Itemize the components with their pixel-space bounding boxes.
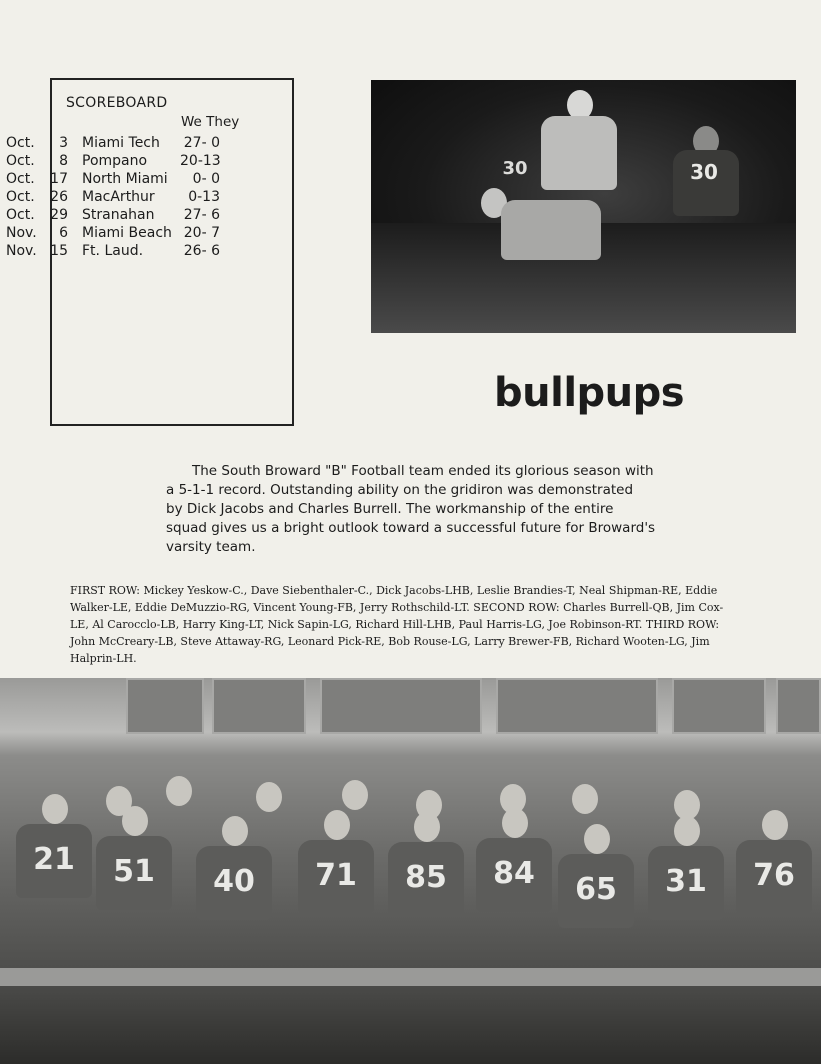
- bleacher-bench: [0, 968, 821, 986]
- page-heading: bullpups: [494, 370, 685, 416]
- score-opponent: Pompano: [82, 153, 148, 169]
- score-opponent: MacArthur: [82, 189, 155, 205]
- caption-line: FIRST ROW: Mickey Yeskow-C., Dave Siebenthaler-C., Dick Jacobs-LHB, Leslie Brandies-T, Neal Shipman-RE, Eddie: [70, 584, 718, 597]
- score-day: 15: [50, 243, 68, 259]
- player-head: [414, 812, 440, 842]
- score-result: 20- 7: [183, 225, 220, 241]
- score-result: 27- 6: [183, 207, 220, 223]
- score-result: 20-13: [180, 153, 221, 169]
- score-day: 8: [59, 153, 68, 169]
- building-window: [496, 678, 658, 734]
- score-day: 17: [50, 171, 68, 187]
- jersey-number: 84: [493, 856, 535, 891]
- score-row: [6, 243, 242, 261]
- player-head: [122, 806, 148, 836]
- player-head: [342, 780, 368, 810]
- score-day: 3: [59, 135, 68, 151]
- caption-line: Halprin-LH.: [70, 652, 137, 665]
- player-head: [256, 782, 282, 812]
- score-day: 26: [50, 189, 68, 205]
- score-month: Oct.: [6, 189, 35, 205]
- score-row: [6, 171, 242, 189]
- scoreboard-title: SCOREBOARD: [66, 95, 168, 111]
- score-result: 0- 0: [192, 171, 220, 187]
- jersey-number: 31: [665, 864, 707, 899]
- score-opponent: Ft. Laud.: [82, 243, 144, 259]
- player-head: [42, 794, 68, 824]
- body-paragraph: [166, 462, 686, 557]
- body-line: by Dick Jacobs and Charles Burrell. The workmanship of the entire: [166, 501, 614, 517]
- jersey-number: 30: [502, 158, 528, 179]
- caption-line: Walker-LE, Eddie DeMuzzio-RG, Vincent Young-FB, Jerry Rothschild-LT. SECOND ROW: Charles Burrell-QB, Jim Cox-: [70, 601, 724, 614]
- player-head: [222, 816, 248, 846]
- score-month: Nov.: [6, 225, 37, 241]
- jersey-number: 76: [753, 858, 795, 893]
- score-result: 27- 0: [183, 135, 220, 151]
- building-window: [212, 678, 306, 734]
- score-month: Oct.: [6, 153, 35, 169]
- player-head: [166, 776, 192, 806]
- score-opponent: Miami Beach: [82, 225, 172, 241]
- score-row: [6, 135, 242, 153]
- score-opponent: North Miami: [82, 171, 168, 187]
- player-head: [502, 808, 528, 838]
- score-day: 6: [59, 225, 68, 241]
- player-head: [762, 810, 788, 840]
- roster-caption: [70, 582, 770, 667]
- jersey-number: 51: [113, 854, 155, 889]
- caption-line: John McCreary-LB, Steve Attaway-RG, Leonard Pick-RE, Bob Rouse-LG, Larry Brewer-FB, Richard Wooten-LG, Jim: [70, 635, 710, 648]
- score-month: Nov.: [6, 243, 37, 259]
- body-line: a 5-1-1 record. Outstanding ability on the gridiron was demonstrated: [166, 482, 634, 498]
- player-jersey: [501, 200, 601, 260]
- player-head: [572, 784, 598, 814]
- score-month: Oct.: [6, 207, 35, 223]
- score-day: 29: [50, 207, 68, 223]
- body-line: varsity team.: [166, 539, 256, 555]
- jersey-number: 30: [690, 160, 718, 184]
- player-head: [324, 810, 350, 840]
- score-result: 0-13: [188, 189, 220, 205]
- player-head: [584, 824, 610, 854]
- body-line: The South Broward "B" Football team ended its glorious season with: [192, 463, 654, 479]
- team-photo: [0, 678, 821, 1064]
- score-month: Oct.: [6, 135, 35, 151]
- player-jersey: [541, 116, 617, 190]
- score-result: 26- 6: [183, 243, 220, 259]
- caption-line: LE, Al Carocclo-LB, Harry King-LT, Nick Sapin-LG, Richard Hill-LHB, Paul Harris-LG, Joe Robinson-RT. THIRD ROW:: [70, 618, 720, 631]
- jersey-number: 71: [315, 858, 357, 893]
- building-window: [776, 678, 821, 734]
- jersey-number: 85: [405, 860, 447, 895]
- score-row: [6, 225, 242, 243]
- building-window: [672, 678, 766, 734]
- scoreboard-header: We They: [181, 114, 240, 130]
- score-row: [6, 189, 242, 207]
- jersey-number: 40: [213, 864, 255, 899]
- jersey-number: 65: [575, 872, 617, 907]
- action-photo: [371, 80, 796, 333]
- building-window: [320, 678, 482, 734]
- score-month: Oct.: [6, 171, 35, 187]
- score-opponent: Miami Tech: [82, 135, 160, 151]
- player-head: [674, 816, 700, 846]
- score-row: [6, 207, 242, 225]
- score-row: [6, 153, 242, 171]
- score-opponent: Stranahan: [82, 207, 155, 223]
- body-line: squad gives us a bright outlook toward a successful future for Broward's: [166, 520, 656, 536]
- jersey-number: 21: [33, 842, 75, 877]
- building-window: [126, 678, 204, 734]
